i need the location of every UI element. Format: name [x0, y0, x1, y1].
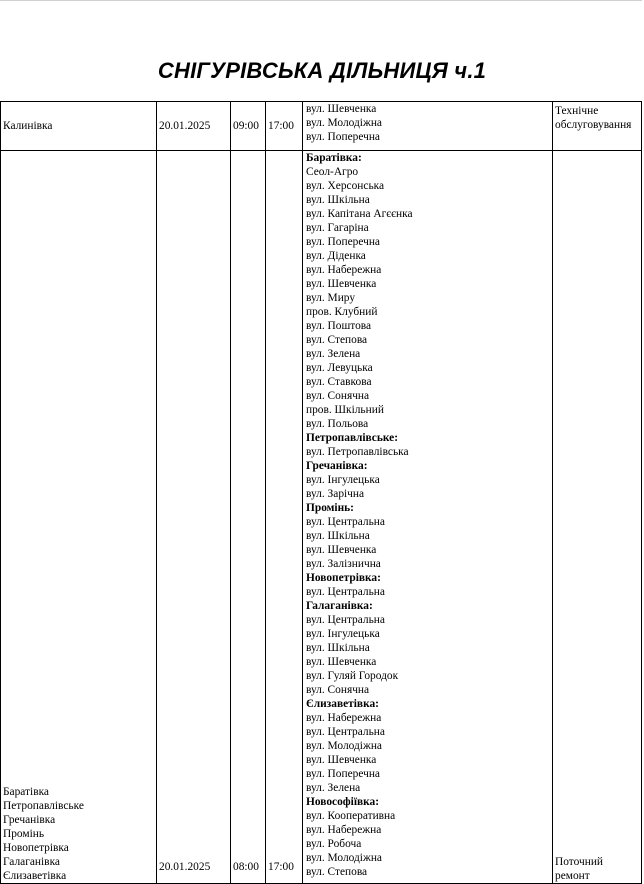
street-item: вул. Шкільна — [306, 194, 370, 206]
street-item: вул. Шкільна — [306, 642, 370, 654]
addresses-cell — [303, 151, 553, 884]
street-item: вул. Залізнична — [306, 558, 381, 570]
top-border-line — [0, 0, 642, 1]
settlement-name: Новопетрівка — [3, 842, 69, 854]
street-item: вул. Петропавлівська — [306, 446, 409, 458]
street-item: вул. Набережна — [306, 824, 382, 836]
addresses-cell — [303, 102, 553, 151]
end-time-cell — [266, 151, 303, 884]
work-type-text: Поточний — [555, 856, 604, 868]
start-time-cell: 09:00 — [231, 102, 266, 151]
street-item: вул. Діденка — [306, 250, 366, 262]
street-item: пров. Клубний — [306, 306, 378, 318]
village-heading: Новософіївка: — [306, 796, 380, 808]
street-item: вул. Центральна — [306, 586, 385, 598]
street-item: вул. Інгулецька — [306, 628, 380, 640]
street-item: вул. Капітана Агєєнка — [306, 208, 413, 220]
work-type-text: Технічне — [555, 105, 599, 117]
street-item: вул. Поперечна — [306, 131, 380, 143]
street-item: вул. Набережна — [306, 712, 382, 724]
start-time-text: 08:00 — [233, 861, 259, 873]
table-row — [1, 151, 642, 884]
street-item: вул. Зелена — [306, 348, 361, 360]
work-type-text: обслуговування — [555, 119, 632, 131]
street-item: вул. Поштова — [306, 320, 372, 332]
village-heading: Петропавлівське: — [306, 432, 398, 444]
street-item: вул. Інгулецька — [306, 474, 380, 486]
street-item: вул. Зарічна — [306, 488, 365, 500]
village-heading: Новопетрівка: — [306, 572, 381, 584]
street-item: вул. Кооперативна — [306, 810, 396, 822]
date-cell: 20.01.2025 — [157, 102, 231, 151]
street-item: вул. Гагаріна — [306, 222, 369, 234]
street-item: вул. Гуляй Городок — [306, 670, 399, 682]
street-item: вул. Сонячна — [306, 684, 370, 696]
street-item: вул. Польова — [306, 418, 369, 430]
street-item: вул. Шевченка — [306, 103, 377, 115]
work-type-cell — [553, 102, 642, 151]
village-heading: Галаганівка: — [306, 600, 373, 612]
street-item: вул. Миру — [306, 292, 356, 304]
settlement-name: Баратівка — [3, 786, 49, 798]
village-heading: Гречанівка: — [306, 460, 368, 472]
street-item: вул. Шевченка — [306, 544, 377, 556]
work-type-cell — [553, 151, 642, 884]
street-item: пров. Шкільний — [306, 404, 384, 416]
street-item: вул. Набережна — [306, 264, 382, 276]
outage-schedule-table — [0, 101, 642, 884]
page-title: СНІГУРІВСЬКА ДІЛЬНИЦЯ ч.1 — [157, 58, 487, 83]
start-time-cell — [231, 151, 266, 884]
settlement-name: Єлизаветівка — [3, 870, 67, 882]
street-item: вул. Центральна — [306, 516, 385, 528]
street-item: вул. Молодіжна — [306, 740, 382, 752]
street-item: вул. Левуцька — [306, 362, 373, 374]
end-time-cell: 17:00 — [266, 102, 303, 151]
street-item: Сеол-Агро — [306, 166, 359, 178]
date-text: 20.01.2025 — [159, 861, 211, 873]
street-item: вул. Зелена — [306, 782, 361, 794]
street-item: вул. Херсонська — [306, 180, 385, 192]
village-heading: Баратівка: — [306, 152, 362, 164]
street-item: вул. Шевченка — [306, 278, 377, 290]
village-heading: Промінь: — [306, 502, 354, 514]
end-time-text: 17:00 — [268, 861, 294, 873]
work-type-text: ремонт — [555, 870, 590, 882]
street-item: вул. Поперечна — [306, 236, 380, 248]
settlement-name: Гречанівка — [3, 814, 56, 826]
settlements-cell — [1, 151, 157, 884]
street-item: вул. Ставкова — [306, 376, 372, 388]
street-item: вул. Шкільна — [306, 530, 370, 542]
settlement-name: Калинівка — [3, 120, 53, 132]
settlement-name: Петропавлівське — [3, 800, 84, 812]
settlements-cell — [1, 102, 157, 151]
village-heading: Єлизаветівка: — [306, 698, 379, 710]
date-cell — [157, 151, 231, 884]
settlement-name: Галаганівка — [3, 856, 60, 868]
table-row — [1, 102, 642, 151]
street-item: вул. Центральна — [306, 726, 385, 738]
street-item: вул. Шевченка — [306, 754, 377, 766]
street-item: вул. Шевченка — [306, 656, 377, 668]
street-item: вул. Молодіжна — [306, 117, 382, 129]
street-item: вул. Степова — [306, 334, 368, 346]
street-item: вул. Робоча — [306, 838, 362, 850]
street-item: вул. Сонячна — [306, 390, 370, 402]
street-item: вул. Молодіжна — [306, 852, 382, 864]
street-item: вул. Поперечна — [306, 768, 380, 780]
settlement-name: Промінь — [3, 828, 45, 840]
street-item: вул. Центральна — [306, 614, 385, 626]
street-item: вул. Степова — [306, 866, 368, 878]
